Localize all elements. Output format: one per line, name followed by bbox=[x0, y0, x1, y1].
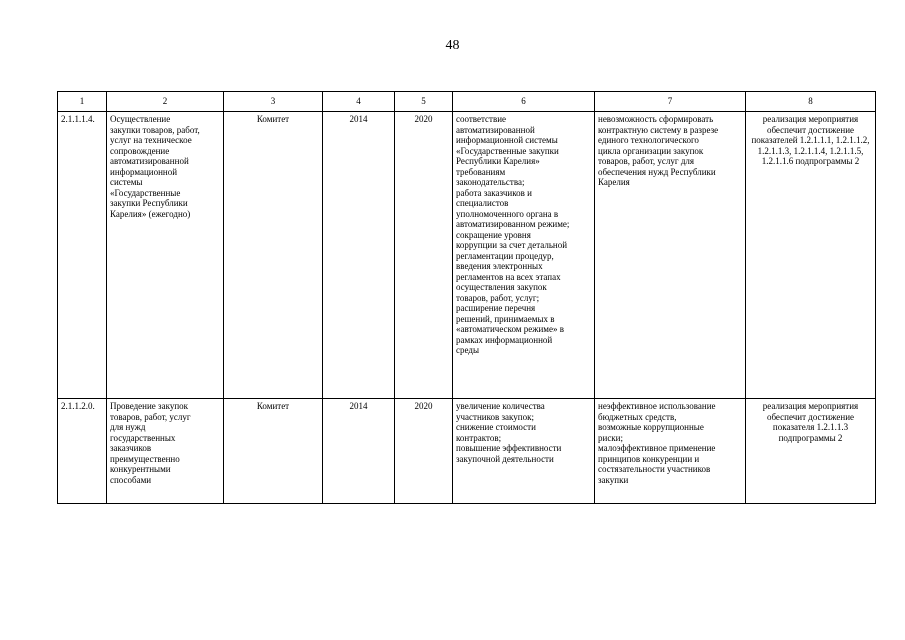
row-id-cell: 2.1.1.1.4. bbox=[58, 112, 107, 399]
header-cell-6: 6 bbox=[453, 92, 595, 112]
row-id-cell: 2.1.1.2.0. bbox=[58, 399, 107, 504]
measure-name-cell: Осуществление закупки товаров, работ, услуг на техническое сопровождение автоматизированной информационной системы «Государственные закупки Республики Карелия» (ежегодно) bbox=[107, 112, 224, 399]
start-year-cell: 2014 bbox=[323, 112, 395, 399]
header-cell-8: 8 bbox=[746, 92, 876, 112]
header-cell-1: 1 bbox=[58, 92, 107, 112]
measure-name-cell: Проведение закупок товаров, работ, услуг для нужд государственных заказчиков преимущественно конкурентными способами bbox=[107, 399, 224, 504]
table-header-row bbox=[58, 92, 876, 112]
table-row bbox=[58, 399, 876, 504]
header-cell-4: 4 bbox=[323, 92, 395, 112]
page-number: 48 bbox=[445, 38, 460, 53]
indicator-link-cell: реализация мероприятия обеспечит достижение показателей 1.2.1.1.1, 1.2.1.1.2, 1.2.1.1.3, 1.2.1.1.4, 1.2.1.1.5, 1.2.1.1.6 подпрограммы 2 bbox=[746, 112, 876, 399]
measures-table bbox=[57, 91, 876, 504]
header-cell-5: 5 bbox=[395, 92, 453, 112]
start-year-cell: 2014 bbox=[323, 399, 395, 504]
end-year-cell: 2020 bbox=[395, 112, 453, 399]
expected-result-cell: увеличение количества участников закупок; снижение стоимости контрактов; повышение эффективности закупочной деятельности bbox=[453, 399, 595, 504]
executor-cell: Комитет bbox=[224, 399, 323, 504]
table-row bbox=[58, 112, 876, 399]
indicator-link-cell: реализация мероприятия обеспечит достижение показателя 1.2.1.1.3 подпрограммы 2 bbox=[746, 399, 876, 504]
header-cell-3: 3 bbox=[224, 92, 323, 112]
header-cell-7: 7 bbox=[595, 92, 746, 112]
consequences-cell: невозможность сформировать контрактную систему в разрезе единого технологического цикла организации закупок товаров, работ, услуг для обеспечения нужд Республики Карелия bbox=[595, 112, 746, 399]
header-cell-2: 2 bbox=[107, 92, 224, 112]
end-year-cell: 2020 bbox=[395, 399, 453, 504]
expected-result-cell: соответствие автоматизированной информационной системы «Государственные закупки Республики Карелия» требованиям законодательства; работа заказчиков и специалистов уполномоченного органа в автоматизированном режиме; сокращение уровня коррупции за счет детальной регламентации процедур, введения электронных регламентов на всех этапах осуществления закупок товаров, работ, услуг; расширение перечня решений, принимаемых в «автоматическом режиме» в рамках информационной среды bbox=[453, 112, 595, 399]
executor-cell: Комитет bbox=[224, 112, 323, 399]
consequences-cell: неэффективное использование бюджетных средств, возможные коррупционные риски; малоэффективное применение принципов конкуренции и состязательности участников закупки bbox=[595, 399, 746, 504]
